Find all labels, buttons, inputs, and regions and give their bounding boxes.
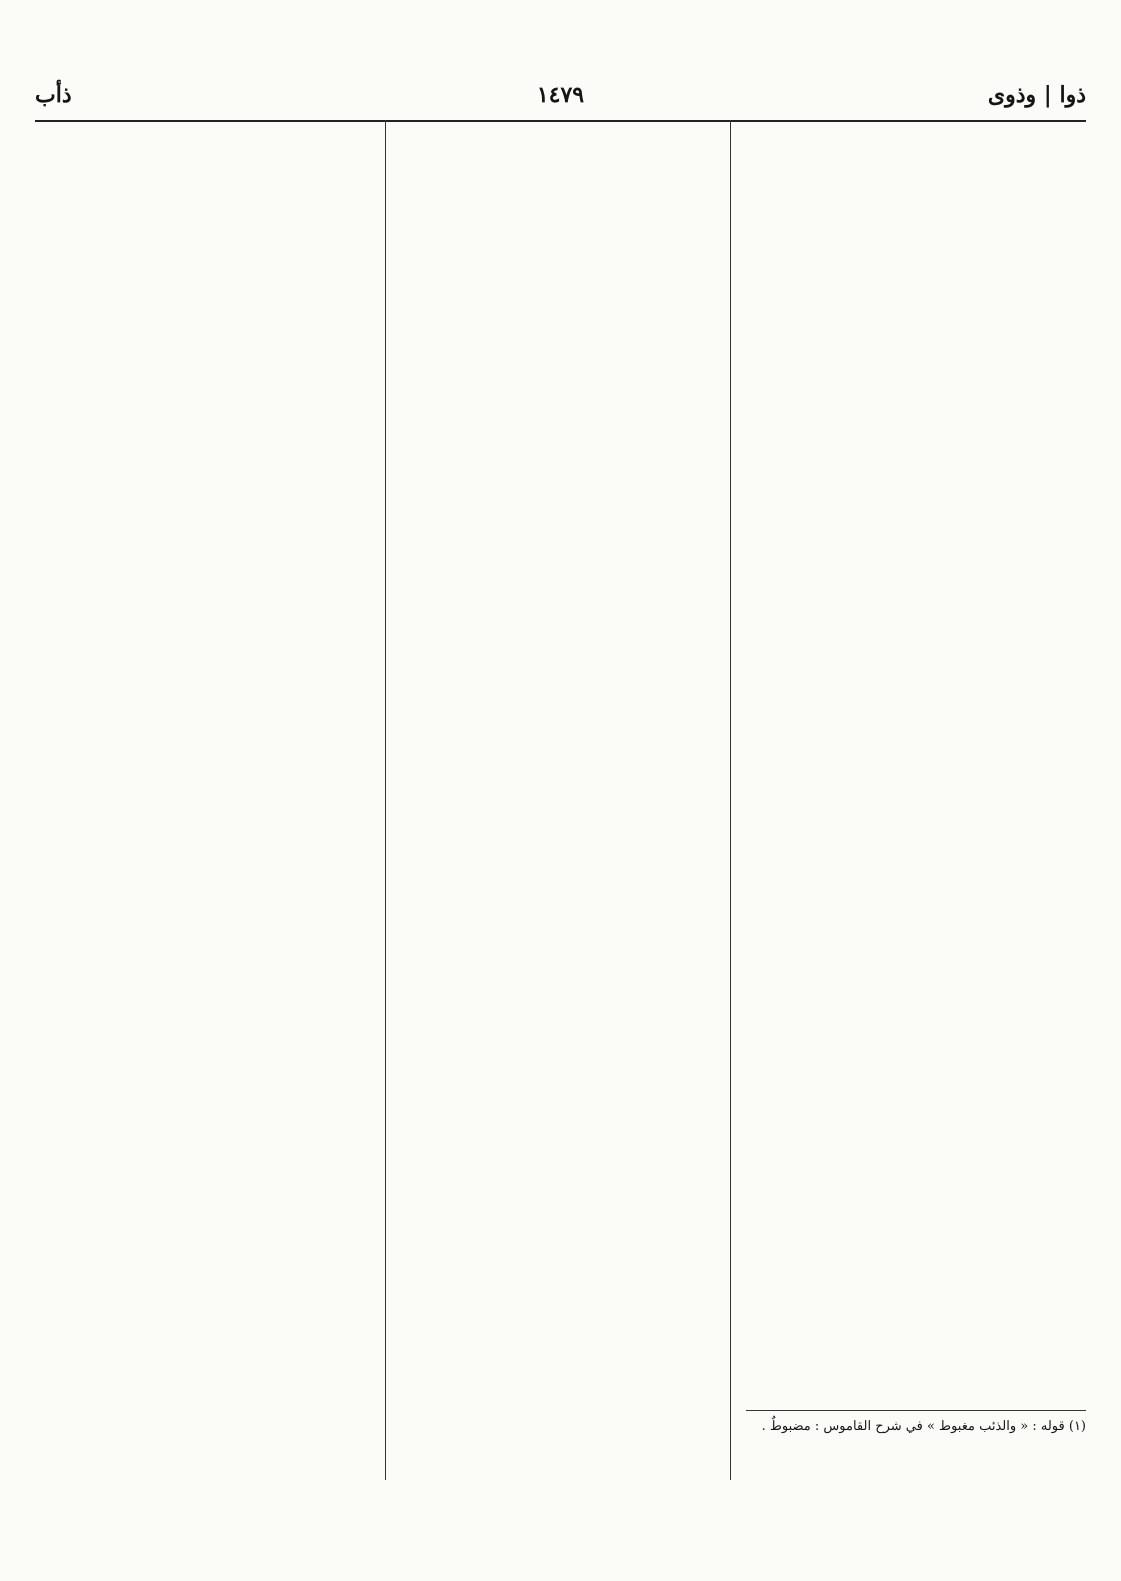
header-left-title: ذأب xyxy=(35,82,72,108)
text-column-right xyxy=(746,128,1086,1478)
text-column-left xyxy=(45,128,386,1478)
page-header xyxy=(35,82,1086,116)
footnote-rule xyxy=(746,1410,1086,1411)
page-number: ١٤٧٩ xyxy=(536,82,585,108)
text-column-middle xyxy=(401,128,731,1478)
footnote: (١) قوله : « والذئب مغبوط » في شرح القاموس : مضبوطٌ . xyxy=(761,1419,1086,1434)
header-right-title: ذوا | وذوى xyxy=(987,82,1086,108)
header-rule xyxy=(35,120,1086,122)
